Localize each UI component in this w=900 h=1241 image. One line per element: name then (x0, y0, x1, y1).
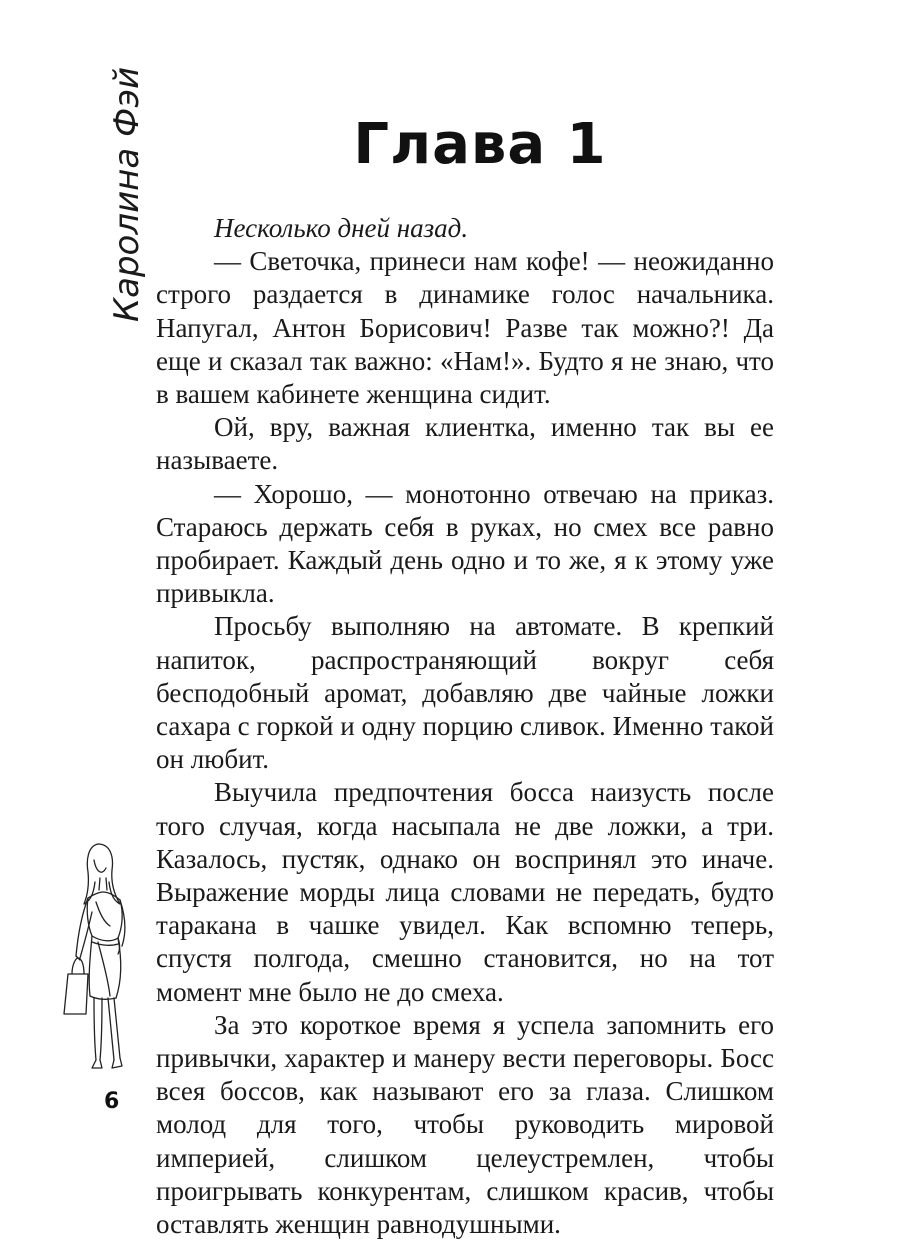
paragraph-epigraph: Несколько дней назад. (214, 213, 469, 243)
paragraph: — Светочка, принеси нам кофе! — неожиданно строго раздается в динамике голос начальника. Напугал, Антон Борисович! Разве так можно?! Да еще и сказал так важно: «Нам!». Будто я не знаю, что в вашем кабинете женщина сидит. (156, 246, 774, 410)
paragraph: Выучила предпочтения босса наизусть после того случая, когда насыпала не две ложки, а три. Казалось, пустяк, однако он воспринял это иначе. Выражение морды лица словами не передать, будто таракана в чашке увидел. Как вспомню теперь, спустя полгода, смешно становится, но на тот момент мне было не до смеха. (156, 777, 774, 1007)
body-text (156, 212, 774, 1241)
paragraph: Просьбу выполняю на автомате. В крепкий напиток, распространяющий вокруг себя бесподобный аромат, добавляю две чайные ложки сахара с горкой и одну порцию сливок. Именно такой он любит. (156, 611, 774, 775)
woman-illustration-icon (58, 838, 150, 1074)
paragraph: — Хорошо, — монотонно отвечаю на приказ. Стараюсь держать себя в руках, но смех все равно пробирает. Каждый день одно и то же, я к этому уже привыкла. (156, 478, 774, 609)
paragraph: За это короткое время я успела запомнить его привычки, характер и манеру вести переговоры. Босс всея боссов, как называют его за глаза. Слишком молод для того, чтобы руководить мировой империей, слишком целеустремлен, чтобы проигрывать конкурентам, слишком красив, чтобы оставлять женщин равнодушными. (156, 1009, 774, 1240)
chapter-title: Глава 1 (353, 112, 607, 177)
paragraph: Ой, вру, важная клиентка, именно так вы ее называете. (156, 412, 774, 476)
author-name: Каролина Фэй (107, 66, 147, 322)
page-number: 6 (104, 1089, 120, 1114)
